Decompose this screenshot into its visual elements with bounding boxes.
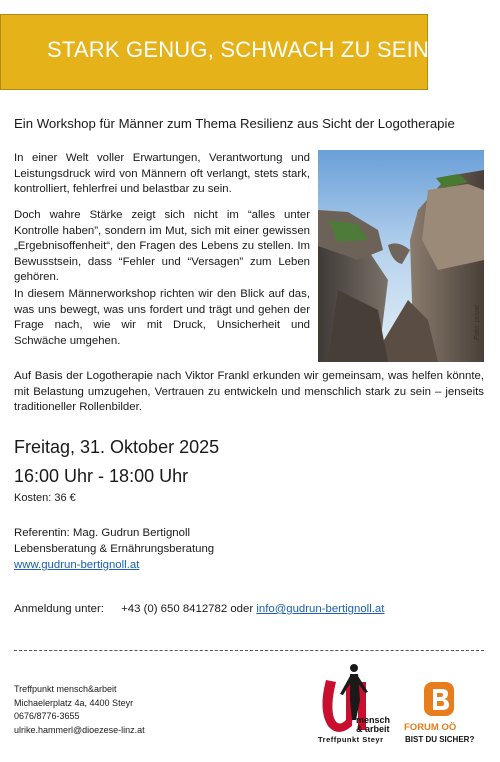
intro-paragraph: In einer Welt voller Erwartungen, Verantwortung und Leistungsdruck wird von Männern oft verlangt, stets stark, kontrolliert, fehlerfrei und belastbar zu sein. — [14, 152, 310, 196]
event-time: 16:00 Uhr - 18:00 Uhr — [14, 466, 189, 486]
mensch-arbeit-subline: Treffpunkt Steyr — [318, 735, 384, 744]
footer-org: Treffpunkt mensch&arbeit — [14, 684, 117, 694]
forum-name: FORUM OÖ — [404, 722, 457, 733]
footer-address — [14, 683, 145, 737]
photo-credit: Foto: privat — [474, 304, 481, 340]
logotherapy-paragraph: Auf Basis der Logotherapie nach Viktor Frankl erkunden wir gemeinsam, was helfen könnte, mit Belastung umzugehen, Vertrauen zu entwickeln und menschlich stark zu sein – jenseits traditioneller Rollenbilder. — [14, 370, 484, 414]
dashed-divider — [14, 650, 484, 651]
event-date: Freitag, 31. Oktober 2025 — [14, 437, 220, 457]
strength-paragraph: Doch wahre Stärke zeigt sich nicht im “alles unter Kontrolle haben”, sondern im Mut, sich mit einer gewissen „Ergebnisoffenheit“, den Fragen des Lebens zu stellen. Im Bewusstsein, dass “Fehler und “Versagen” zum Leben gehören. — [14, 209, 310, 284]
speaker-website-link[interactable]: www.gudrun-bertignoll.at — [14, 559, 140, 571]
mensch-arbeit-wordmark — [356, 716, 390, 734]
rock-cliff-photo — [318, 150, 484, 362]
forum-tagline: BIST DU SICHER? — [405, 735, 475, 744]
workshop-subtitle: Ein Workshop für Männer zum Thema Resilienz aus Sicht der Logotherapie — [14, 116, 455, 131]
wordmark-line2: & arbeit — [356, 724, 390, 734]
footer-street: Michaelerplatz 4a, 4400 Steyr — [14, 697, 134, 708]
registration-label: Anmeldung unter: — [14, 603, 104, 615]
speaker-name: Referentin: Mag. Gudrun Bertignoll — [14, 527, 191, 539]
footer-email: ulrike.hammerl@dioezese-linz.at — [14, 724, 145, 735]
event-cost: Kosten: 36 € — [14, 492, 76, 504]
title-banner — [0, 14, 428, 90]
page-title: STARK GENUG, SCHWACH ZU SEIN — [47, 37, 430, 62]
forum-logo-icon — [420, 680, 458, 718]
speaker-profession: Lebensberatung & Ernährungsberatung — [14, 543, 215, 555]
registration-line — [14, 603, 384, 615]
registration-email-link[interactable]: info@gudrun-bertignoll.at — [256, 603, 385, 615]
wordmark-line1: mensch — [356, 715, 391, 725]
registration-phone: +43 (0) 650 8412782 oder — [121, 603, 254, 615]
footer-phone: 0676/8776-3655 — [14, 711, 80, 721]
workshop-paragraph: In diesem Männerworkshop richten wir den Blick auf das, was uns bewegt, was uns fordert und trägt und gehen der Frage nach, wie wir mit Druck, Unsicherheit und Schwäche umgehen. — [14, 288, 310, 347]
